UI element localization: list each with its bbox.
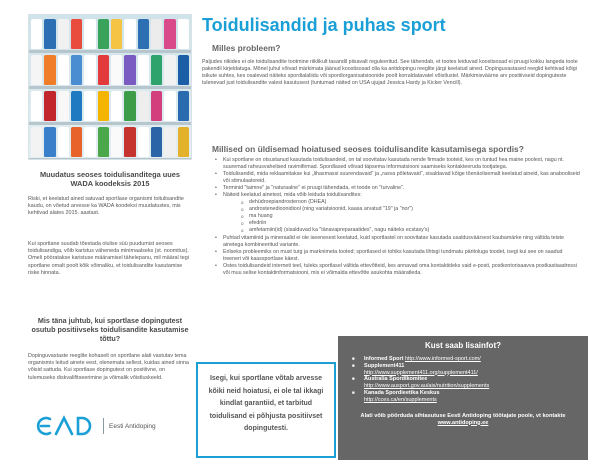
resource-item (348, 363, 578, 377)
list-item: • Toidulisandid, mida reklaamitakse kui „lihasmassi suurendavaid“ ja „rasva põletavaid“, sisaldavad kõige tõenäolisemalt keelatud aineid, kas anabooliseid või stimulaatoreid. (214, 171, 580, 185)
resource-link[interactable]: http://www.informed-sport.com/ (404, 356, 481, 362)
more-info-heading: Kust saab lisainfot? (424, 341, 501, 350)
list-item: • Erilseks probleemiks on must turg ja marknimeta tooted; sportlased ei tohiks kasutada lihtsgi tundmatu päritoluga toodet, isegi kui see on saadud treeneri või kaassportlase käest. (214, 249, 580, 263)
antidoping-website-link[interactable]: www.antidoping.ee (437, 419, 489, 426)
wada-change-paragraph-2: Kui sportlane suudab tõestada olulise süü puudumist seoses toidulisandiga, võib karistus väheneda minimaalseks (st. noomitus). Omeli pöörataksе karistuse määramisel tähelepanu, mil määral tegi sportlane omalt poolt kõik võimaliku, et toidulisandite kasutamise riske hinnata. (28, 241, 189, 276)
resource-link[interactable]: http://www.supplement411.org/supplement411/ (364, 369, 478, 376)
wada-change-heading: Muudatus seoses toidulisanditega uues WADA koodeksis 2015 (39, 170, 181, 188)
sub-list-item: o androstenedioonidiool (ning variatsioonid, kaasa arvatud "19" ja "nor") (241, 206, 580, 213)
banned-substances-list (241, 199, 580, 234)
resource-item (348, 356, 578, 363)
logo-separator (103, 418, 104, 434)
eesti-antidoping-logo[interactable] (32, 414, 156, 438)
warnings-list (214, 157, 580, 277)
page-title: Toidulisandid ja puhas sport (202, 15, 446, 35)
list-item (214, 192, 580, 234)
shelf-row (29, 19, 191, 49)
wada-change-paragraph-1: Riski, et keelatud ained satuvad sportlase organismi toitulisandite kaudu, on võetud arvesse ka WADA koodeksi muudatustes, mis kehtivad alates 2015. aastast. (28, 196, 184, 217)
sub-list-item: o efedriin (241, 220, 580, 227)
shelf-row (29, 55, 191, 85)
resource-item (348, 376, 578, 390)
positive-test-heading: Mis täna juhtub, kui sportlase dopingutest osutub positiivseks toidulisandite kasutamise tõttu? (31, 316, 189, 343)
warnings-heading: Millised on üldisemad hoiatused seoses toidulisandite kasutamisega spordis? (212, 144, 524, 154)
shelf-row (29, 127, 191, 157)
shelf-row (29, 91, 191, 121)
resource-name: Supplement411 (364, 362, 405, 369)
resource-item (348, 390, 578, 404)
contact-note (348, 413, 578, 427)
warning-callout: Isegi, kui sportlane võtab arvesse kõiki neid hoiatusi, ei ole tal ikkagi kindlat garantiid, et tarbitud toidulisand ei põhjusta positiivset dopingutesti. (196, 362, 336, 458)
sub-list-item: o dehüdroepiandrosteroon (DHEA) (241, 199, 580, 206)
resource-name: Informed Sport (364, 356, 404, 362)
resource-links-list (348, 356, 578, 404)
sub-list-item: o amfetamiin(id) (sisalduvad ka "tänavapreparaatides", nagu näiteks ecstasy's) (241, 227, 580, 234)
sub-list-item: o ma huang (241, 213, 580, 220)
list-item: • Terminid "taimne" ja "naturaalne" ei pruugi tähendada, et toode on "turvaline". (214, 185, 580, 192)
resource-name: Kanada Spordieetika Keskus (364, 389, 440, 396)
resource-link[interactable]: http://cces.ca/en/supplements (364, 396, 437, 403)
problem-heading: Milles probleem? (212, 43, 281, 53)
ead-logo-mark-icon (32, 415, 98, 437)
resource-link[interactable]: http://www.ausport.gov.au/ais/nutrition/supplements (364, 383, 490, 390)
problem-paragraph: Paljudes riikides ei ole toidulisandite tootmine riiklikult tasandil piisavalt reguleeritud. See tähendab, et tootes leiduvad koostisosad ei pruugi kokku langeda toote pakendil kirjeldatuga. Mõnel juhul võivad märkimata jäänud koostisosad olla ka antidopingu reeglite järgi keelatud ained. Dopinguvastased reeglid kehtivad kõigi isikute suhtes, kes osalevad näiteks spordialaliidu või spordiorganisatsioonide poolt korraldatavatel võistlustel. Märkimisväärne arv positiivseid dopinguteste tulenevad just toidulisandite valest kasutusest (tuntumad näited on USA ujujad Jessica Hardy ja Kicker Vencill). (202, 59, 578, 87)
resource-name: Australia Spordikomitee (364, 376, 428, 383)
more-info-box (338, 336, 588, 460)
contact-note-text: Alati võib pöörduda sihtasutuse Eesti Antidoping töötajate poole, vt kontakte (360, 412, 566, 419)
list-item: • Kui sportlane on otsustanud kasutada toidulisandeid, on tal soovitatav kasutada nende firmade tooteid, kes on tuntud hea maine poolest, nagu nt. suuremad rahvusvahelised ravimifirmad. Spordlased võivad täpsema informatsiooni saamiseks kontakteeruda tootjatega. (214, 157, 580, 171)
list-item-text: Näiteid keelatud ainetest, mida võib leiduda toidulisandites: (223, 192, 362, 199)
logo-text: Eesti Antidoping (109, 422, 156, 430)
supplement-shelf-photo (28, 14, 192, 160)
list-item: • Puhtad vitamiinid ja mineraalid ei ole iseenesest keelatud, kuid sportlastel on soovitatav kasutada usaldusväärsest kaubamärke ning vältida teiste ainetega kombineeritud variante. (214, 235, 580, 249)
positive-test-paragraph: Dopinguvastaste reeglite kohaselt on sportlane alati vastutav tema organismis leitud ainete eest, olenemata sellest, kuidas ained sinna võisid sattuda. Kui sportlase dopingutest on positiivne, on tulemuseks diskvalifitseerimine ja võimalik võistluskeeld. (28, 353, 189, 381)
list-item: • Ostes toidulisandeid interneti teel, tuleks sportlasel vältida ettevõtteid, kes annavad oma kontaktideks vaid e-posti, postkontorisaavva postkastiaadressi või muu selise kontaktinformatsiooni, mis ei võimalda ettevõtte asukohta määratleda. (214, 263, 580, 277)
